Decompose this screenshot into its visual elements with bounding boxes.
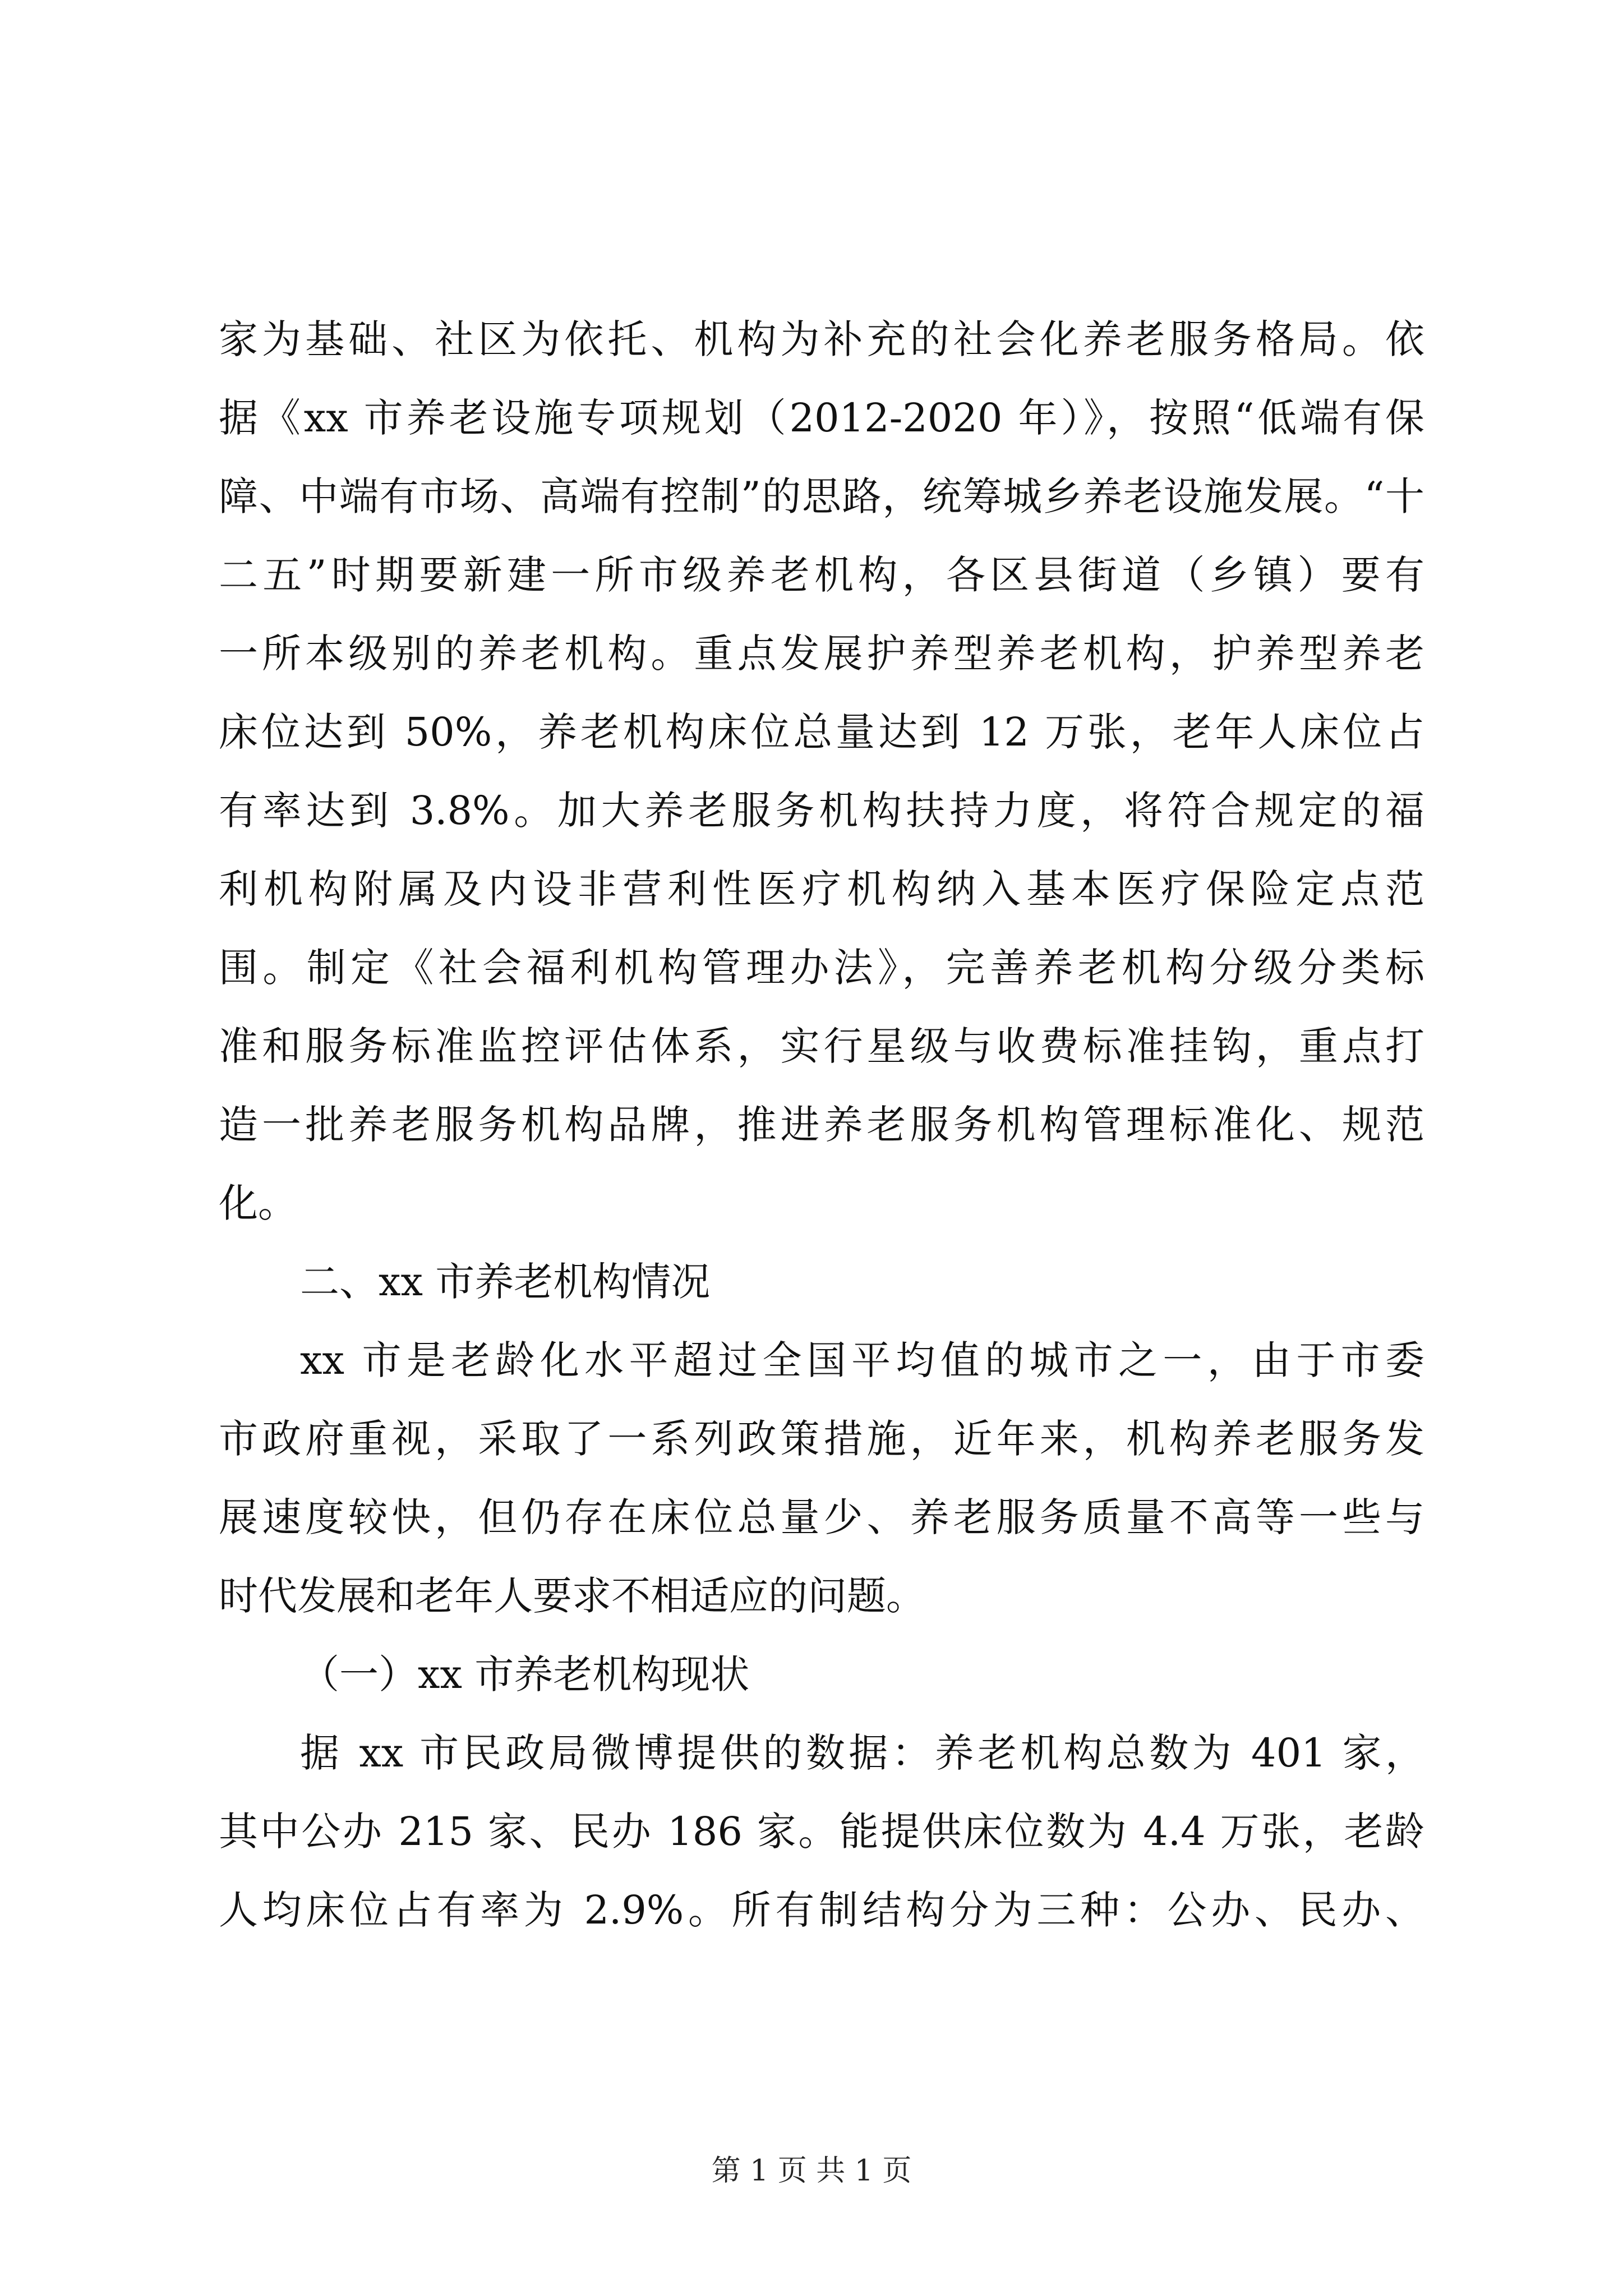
body-line: 化。 — [219, 1180, 297, 1226]
body-line: 展速度较快，但仍存在床位总量少、养老服务质量不高等一些与 — [219, 1494, 1424, 1540]
body-line: 市政府重视，采取了一系列政策措施，近年来，机构养老服务发 — [219, 1416, 1424, 1462]
subsection-heading: （一）xx 市养老机构现状 — [300, 1651, 750, 1697]
body-line: 利机构附属及内设非营利性医疗机构纳入基本医疗保险定点范 — [219, 866, 1424, 912]
body-line: 有率达到 3.8%。加大养老服务机构扶持力度，将符合规定的福 — [219, 788, 1424, 834]
page-number-footer: 第 1 页 共 1 页 — [711, 2154, 912, 2188]
body-line: 围。制定《社会福利机构管理办法》，完善养老机构分级分类标 — [219, 945, 1424, 991]
body-line: 障、中端有市场、高端有控制”的思路，统筹城乡养老设施发展。“十 — [219, 473, 1424, 519]
body-line: 其中公办 215 家、民办 186 家。能提供床位数为 4.4 万张，老龄 — [219, 1809, 1424, 1855]
body-line: 准和服务标准监控评估体系，实行星级与收费标准挂钩，重点打 — [219, 1023, 1424, 1069]
section-heading: 二、xx 市养老机构情况 — [300, 1259, 711, 1305]
body-line: 时代发展和老年人要求不相适应的问题。 — [219, 1573, 925, 1619]
body-line: 床位达到 50%，养老机构床位总量达到 12 万张，老年人床位占 — [219, 709, 1424, 755]
body-line: 造一批养老服务机构品牌，推进养老服务机构管理标准化、规范 — [219, 1102, 1424, 1148]
paragraph-first-line: 据 xx 市民政局微博提供的数据：养老机构总数为 401 家， — [300, 1730, 1424, 1776]
body-line: 一所本级别的养老机构。重点发展护养型养老机构，护养型养老 — [219, 631, 1424, 677]
paragraph-first-line: xx 市是老龄化水平超过全国平均值的城市之一，由于市委 — [300, 1337, 1424, 1383]
body-line: 家为基础、社区为依托、机构为补充的社会化养老服务格局。依 — [219, 316, 1424, 362]
body-line: 人均床位占有率为 2.9%。所有制结构分为三种：公办、民办、 — [219, 1887, 1424, 1933]
body-line: 二五”时期要新建一所市级养老机构，各区县街道（乡镇）要有 — [219, 552, 1424, 598]
body-line: 据《xx 市养老设施专项规划（2012-2020 年）》，按照“低端有保 — [219, 395, 1424, 441]
